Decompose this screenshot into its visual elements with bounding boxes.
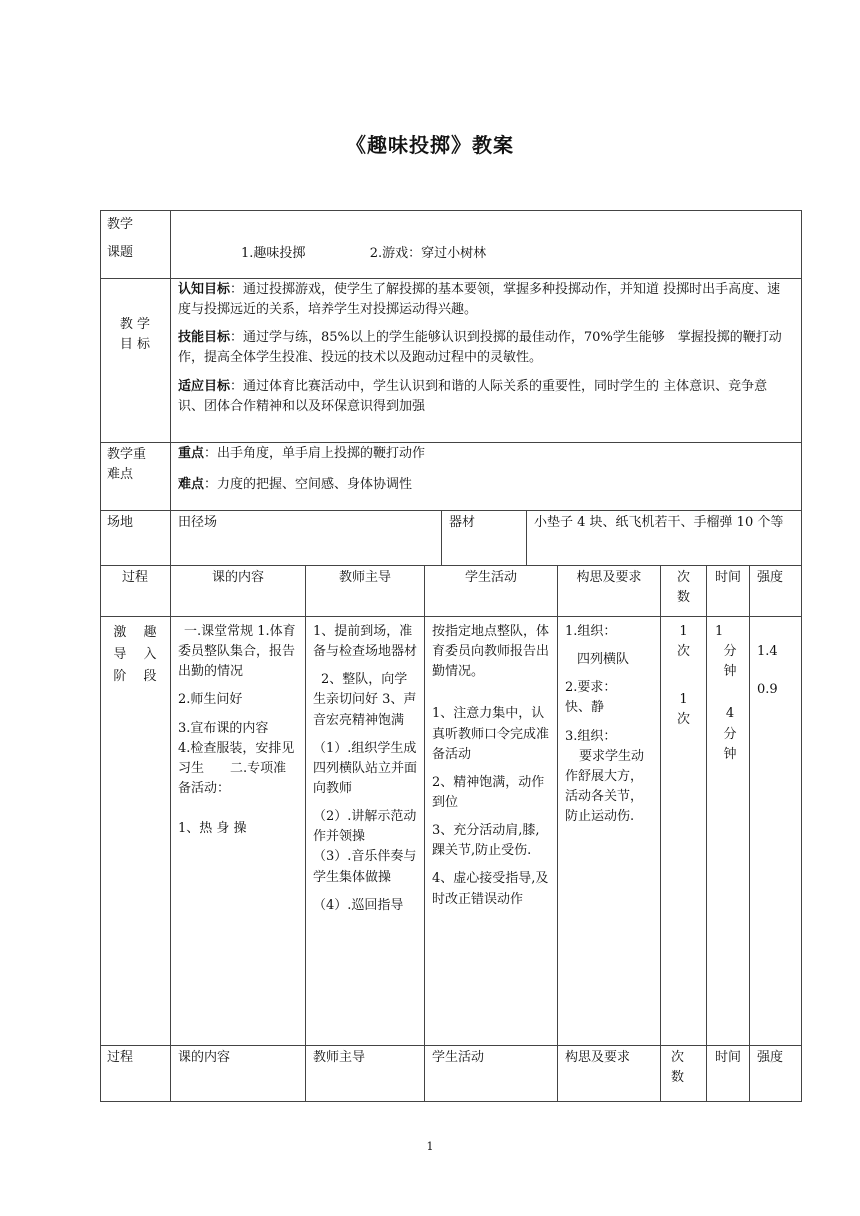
content-item: 一.课堂常规 1.体育委员整队集合，报告出勤的情况: [178, 624, 296, 680]
focus-label: 重点: [178, 446, 205, 461]
equipment-label: 器材: [449, 515, 476, 530]
design-item: 四列横队: [577, 652, 630, 668]
content-cell: [171, 620, 305, 1044]
difficulty-text: ：力度的把握、空间感、身体协调性: [204, 477, 413, 493]
cognitive-goal-label: 认知目标: [178, 282, 231, 297]
focus-text: ：出手角度，单手肩上投掷的鞭打动作: [204, 446, 426, 461]
goals-label: [100, 279, 170, 442]
difficulty-point: [178, 475, 793, 495]
topic-content: [171, 211, 800, 278]
content-item: 4.检查服装，安排见习生 二.专项准备活动：: [178, 740, 295, 796]
equipment-value: 小垫子 4 块、纸飞机若干、手榴弹 10 个等: [534, 515, 784, 530]
teacher-item: 1、提前到场，准备与检查场地器材: [313, 624, 418, 660]
footer-col-intensity: 强度: [757, 1050, 784, 1065]
focus-point: [178, 444, 793, 464]
col-student: 学生活动: [464, 570, 517, 585]
footer-col-student: 学生活动: [432, 1050, 485, 1065]
duration-unit: 钟: [723, 664, 737, 680]
topic-label-line1: 教学: [107, 217, 134, 232]
duration-unit: 分: [723, 726, 737, 742]
keypoints-label-line1: 教学重: [107, 447, 147, 462]
design-item: 1.组织：: [565, 624, 617, 639]
footer-col-content: 课的内容: [178, 1050, 231, 1065]
duration-value: 4: [725, 706, 735, 722]
duration-value: 1: [715, 624, 724, 639]
keypoints-content: [171, 443, 800, 510]
adapt-goal: [178, 377, 793, 417]
footer-col-process: 过程: [107, 1050, 134, 1065]
col-process: 过程: [121, 570, 148, 585]
skill-goal-label: 技能目标: [178, 330, 231, 346]
times-unit: 次: [676, 644, 690, 660]
design-item: 2.要求：: [565, 680, 617, 696]
goals-content: [171, 279, 800, 442]
page-title: 《趣味投掷》教案: [346, 133, 514, 157]
col-design: 构思及要求: [576, 570, 642, 585]
teacher-item: （4）.巡回指导: [313, 897, 404, 913]
teacher-item: （1）.组织学生成四列横队站立并面向教师: [313, 740, 418, 796]
adapt-goal-text: ：通过体育比赛活动中，学生认识到和谐的人际关系的重要性，同时学生的 主体意识、竞争意识、团体合作精神和以及环保意识得到加强: [178, 378, 768, 414]
design-item: 快、静: [565, 700, 605, 716]
cognitive-goal-text: ：通过投掷游戏，使学生了解投掷的基本要领，掌握多种投掷动作，并知道 投掷时出手高度、速度与投掷远近的关系，培养学生对投掷运动得兴趣。: [178, 282, 781, 318]
venue-value: 田径场: [178, 515, 218, 530]
col-duration: 时间: [715, 570, 742, 585]
topic-label: [100, 211, 170, 278]
page-number: 1: [426, 1140, 434, 1153]
adapt-goal-label: 适应目标: [178, 378, 231, 394]
col-intensity: 强度: [757, 570, 784, 585]
duration-unit: 钟: [723, 746, 737, 762]
teacher-item: （3）.音乐伴奏与学生集体做操: [313, 849, 417, 885]
student-item: 2、精神饱满，动作到位: [432, 774, 545, 810]
times-cell: [661, 620, 706, 1044]
design-item: 3.组织：: [565, 728, 617, 744]
goals-label-line2: 目 标: [119, 337, 151, 353]
cognitive-goal: [178, 280, 793, 320]
times-value: 1: [679, 624, 688, 639]
student-item: 3、充分活动肩,膝,踝关节,防止受伤.: [432, 823, 540, 859]
footer-col-times: 次数: [671, 1050, 685, 1086]
times-unit: 次: [676, 712, 690, 728]
venue-label: 场地: [107, 515, 134, 530]
topic-item-2: 2.游戏：穿过小树林: [369, 246, 487, 261]
keypoints-label-line2: 难点: [107, 467, 134, 483]
design-cell: [558, 620, 660, 1044]
skill-goal: [178, 328, 793, 368]
topic-label-line2: 课题: [107, 245, 134, 261]
intensity-cell: [750, 620, 800, 1044]
difficulty-label: 难点: [178, 477, 205, 493]
design-item: 要求学生动作舒展大方，活动各关节，防止运动伤.: [565, 748, 645, 825]
col-teacher: 教师主导: [338, 570, 391, 585]
student-item: 4、虚心接受指导,及时改正错误动作: [432, 871, 549, 907]
intensity-value: 0.9: [757, 682, 778, 698]
intensity-value: 1.4: [757, 644, 778, 659]
content-item: 3.宣布课的内容: [178, 720, 269, 736]
teacher-item: 2、整队，向学生亲切问好 3、声音宏亮精神饱满: [313, 672, 417, 728]
teacher-cell: [306, 620, 424, 1044]
student-item: 1、注意力集中，认真听教师口令完成准备活动: [432, 706, 550, 762]
footer-col-duration: 时间: [715, 1050, 742, 1065]
skill-goal-text: ：通过学与练，85%以上的学生能够认识到投掷的最佳动作，70%学生能够 掌握投掷的鞭打动作，提高全体学生投准、投远的技术以及跑动过程中的灵敏性。: [178, 330, 782, 366]
student-cell: [425, 620, 557, 1044]
col-times: 次数: [676, 570, 690, 606]
times-value: 1: [679, 692, 688, 708]
goals-label-line1: 教 学: [119, 317, 151, 332]
duration-unit: 分: [723, 644, 737, 660]
topic-item-1: 1.趣味投掷: [241, 246, 306, 261]
footer-col-design: 构思及要求: [565, 1050, 631, 1065]
content-item: 2.师生问好: [178, 692, 243, 708]
content-item: 1、热 身 操: [178, 821, 247, 837]
footer-col-teacher: 教师主导: [313, 1050, 366, 1065]
student-item: 按指定地点整队，体育委员向教师报告出勤情况。: [432, 624, 550, 680]
stage-name: 激 趣 导 入 阶 段: [113, 625, 157, 685]
teacher-item: （2）.讲解示范动作并领操: [313, 809, 417, 845]
duration-cell: [707, 620, 749, 1044]
keypoints-label: [100, 443, 170, 510]
col-content: 课的内容: [211, 570, 264, 585]
